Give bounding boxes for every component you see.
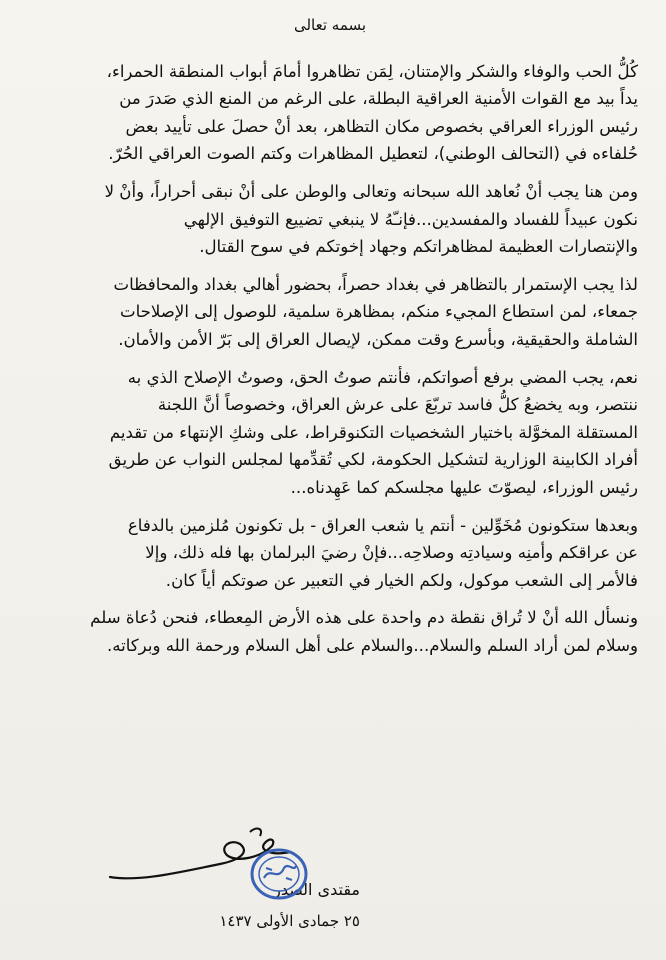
text-line: الشاملة والحقيقية، وبأسرع وقت ممكن، لإيصال العراق إلى بَرّ الأمن والأمان. — [118, 329, 638, 349]
paragraph — [22, 364, 638, 502]
signatory-name: مقتدى الصدر — [273, 880, 360, 899]
text-line: عن عراقكم وأمنِه وسيادتِه وصلاحِه...فإنْ رضيَ البرلمان بها فله ذلك، وإلا — [145, 543, 638, 563]
paragraphs-container — [22, 58, 638, 660]
text-line: المستقلة المخوَّلة باختيار الشخصيات التكنوقراط، على وشكِ الإنتهاء من تقديم — [109, 422, 638, 442]
signature-block — [30, 822, 360, 952]
paragraph — [22, 271, 638, 354]
text-line: حُلفاءه في (التحالف الوطني)، لتعطيل المظاهرات وكتم الصوت العراقي الحُرّ. — [108, 144, 638, 164]
paragraph — [22, 178, 638, 261]
text-line: ونسأل الله أنْ لا تُراق نقطة دم واحدة على هذه الأرض المِعطاء، فنحن دُعاة سلم — [90, 608, 638, 628]
text-line: وبعدها ستكونون مُخَوِّلين - أنتم يا شعب العراق - بل تكونون مُلزمين بالدفاع — [127, 515, 638, 535]
paragraph — [22, 604, 638, 659]
text-line: ومن هنا يجب أنْ نُعاهد الله سبحانه وتعالى والوطن على أنْ نبقى أحراراً، وأنْ لا — [104, 181, 638, 201]
letter-body — [22, 12, 638, 669]
text-line: يداً بيد مع القوات الأمنية العراقية البطلة، على الرغم من المنع الذي صَدرَ من — [119, 89, 638, 109]
text-line: أفراد الكابينة الوزارية لتشكيل الحكومة، لكي تُقدِّمها لمجلس النواب عن طريق — [108, 450, 638, 470]
text-line: والإنتصارات العظيمة لمظاهراتكم وجهاد إخوتكم في سوح القتال. — [199, 237, 638, 257]
text-line: نعم، يجب المضي برفع أصواتكم، فأنتم صوتُ الحق، وصوتُ الإصلاح الذي به — [127, 367, 638, 387]
text-line: لذا يجب الإستمرار بالتظاهر في بغداد حصراً، بحضور أهالي بغداد والمحافظات — [113, 274, 638, 294]
text-line: جمعاء، لمن استطاع المجيء منكم، بمظاهرة سلمية، للوصول إلى الإصلاحات — [119, 302, 638, 322]
official-seal-icon — [250, 848, 308, 900]
text-line: رئيس الوزراء، ليصوّتَ عليها مجلسكم كما عَهِدناه... — [290, 477, 638, 497]
basmala-heading: بسمه تعالى — [293, 16, 367, 34]
text-line: وسلام لمن أراد السلم والسلام...والسلام على أهل السلام ورحمة الله وبركاته. — [106, 635, 638, 655]
text-line: رئيس الوزراء العراقي بخصوص مكان التظاهر، بعد أنْ حصلَ على تأييد بعض — [125, 116, 638, 136]
signature-date: ٢٥ جمادى الأولى ١٤٣٧ — [219, 912, 360, 930]
paragraph — [22, 512, 638, 595]
text-line: نكون عبيداً للفساد والمفسدين...فإنـّهُ لا ينبغي تضييع التوفيق الإلهي — [183, 209, 638, 229]
text-line: فالأمر إلى الشعب موكول، ولكم الخيار في التعبير عن صوتكم أياً كان. — [165, 570, 638, 590]
paragraph — [22, 58, 638, 168]
text-line: كُلُّ الحب والوفاء والشكر والإمتنان، لِمَن تظاهروا أمامَ أبواب المنطقة الحمراء، — [106, 61, 638, 81]
text-line: ننتصر، وبه يخضعُ كلُّ فاسد تربّعَ على عرش العراق، وخصوصاً أنَّ اللجنة — [157, 395, 638, 415]
